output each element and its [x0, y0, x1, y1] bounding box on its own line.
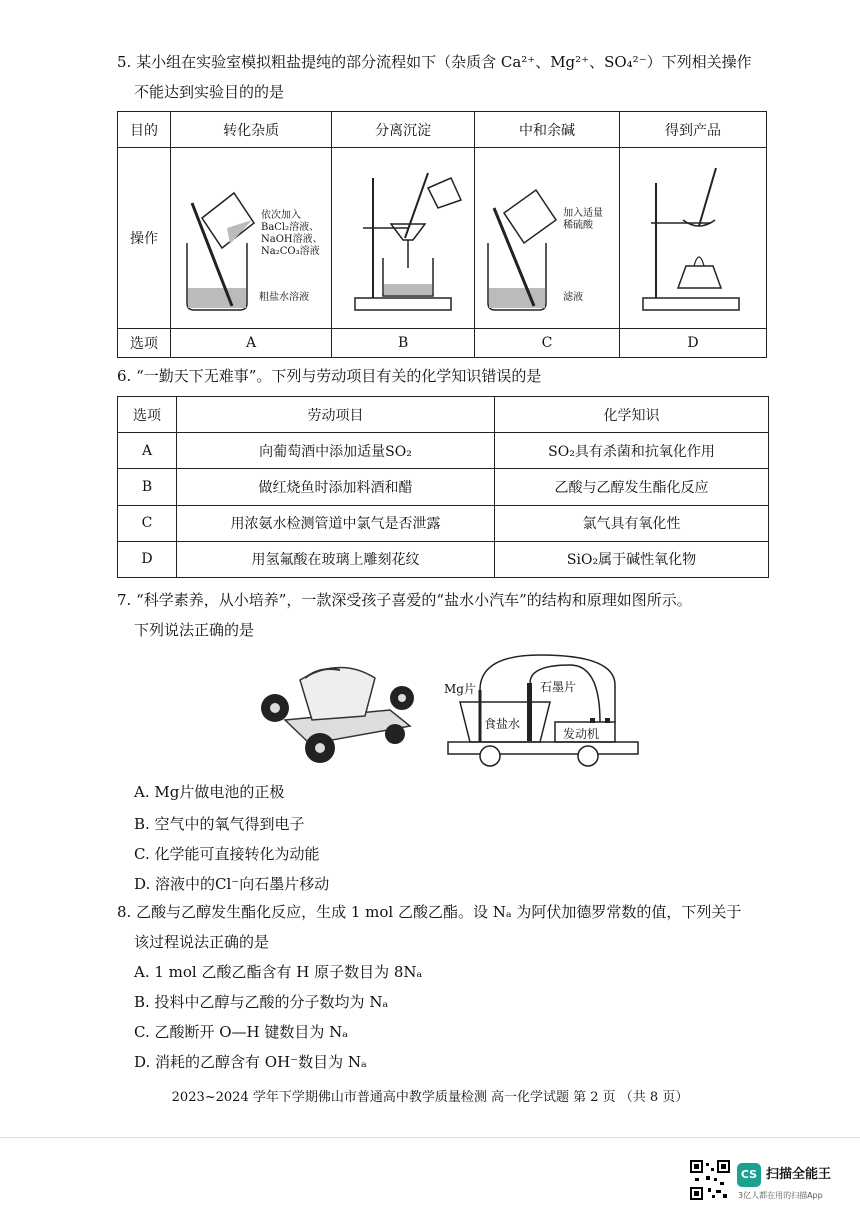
camscanner-logo: CS	[737, 1163, 761, 1187]
beaker-pour-diagram-c	[476, 148, 618, 324]
label-motor: 发动机	[563, 727, 600, 741]
q8-option-d: D. 消耗的乙醇含有 OH⁻数目为 Nₐ	[134, 1053, 367, 1071]
q6-row-d-knowledge: SiO₂属于碱性氧化物	[495, 541, 769, 577]
q6-header-option: 选项	[118, 397, 177, 433]
salt-water-car-diagram	[440, 650, 640, 770]
label-a-add-3: NaOH溶液、	[261, 234, 323, 245]
q5-header-purpose: 目的	[118, 112, 171, 148]
q5-purpose-b: 分离沉淀	[332, 112, 475, 148]
divider	[0, 1137, 860, 1138]
q5-purpose-c: 中和余碱	[475, 112, 620, 148]
label-c-liquid: 滤液	[563, 292, 584, 303]
apparatus-a	[171, 148, 332, 329]
q5-option-c: C	[475, 329, 620, 358]
q6-row-a-labor: 向葡萄酒中添加适量SO₂	[177, 433, 495, 469]
q5-purpose-d: 得到产品	[620, 112, 767, 148]
q5-option-d: D	[620, 329, 767, 358]
q6-header-labor: 劳动项目	[177, 397, 495, 433]
q7-stem-line1: 7. “科学素养，从小培养”，一款深受孩子喜爱的“盐水小汽车”的结构和原理如图所示。	[117, 591, 692, 609]
q6-row-b-knowledge: 乙酸与乙醇发生酯化反应	[495, 469, 769, 505]
qr-code-icon	[690, 1160, 730, 1200]
q6-table	[117, 396, 769, 578]
q6-row-c-labor: 用浓氨水检测管道中氯气是否泄露	[177, 505, 495, 541]
q5-option-b: B	[332, 329, 475, 358]
q5-table	[117, 111, 767, 358]
page-footer: 2023~2024 学年下学期佛山市普通高中教学质量检测 高一化学试题 第 2 页 （共 8 页）	[171, 1090, 689, 1105]
q7-option-c: C. 化学能可直接转化为动能	[134, 845, 320, 863]
label-a-add-4: Na₂CO₃溶液	[261, 246, 320, 257]
q6-row-d-labor: 用氢氟酸在玻璃上雕刻花纹	[177, 541, 495, 577]
label-a-add-1: 依次加入	[261, 210, 301, 221]
q6-row-a-knowledge: SO₂具有杀菌和抗氧化作用	[495, 433, 769, 469]
q5-header-operation: 操作	[118, 148, 171, 329]
q6-row-b-option: B	[118, 469, 177, 505]
q7-option-b: B. 空气中的氧气得到电子	[134, 815, 305, 833]
camscanner-tagline: 3亿人都在用的扫描App	[738, 1191, 823, 1200]
q8-stem-line2: 该过程说法正确的是	[134, 933, 270, 951]
q6-row-b-labor: 做红烧鱼时添加料酒和醋	[177, 469, 495, 505]
apparatus-b	[332, 148, 475, 329]
label-mg: Mg片	[444, 682, 476, 696]
q7-option-d: D. 溶液中的Cl⁻向石墨片移动	[134, 875, 330, 893]
q8-option-c: C. 乙酸断开 O—H 键数目为 Nₐ	[134, 1023, 349, 1041]
q7-option-a: A. Mg片做电池的正极	[134, 783, 285, 801]
label-saltwater: 食盐水	[484, 717, 521, 731]
q5-purpose-a: 转化杂质	[171, 112, 332, 148]
q8-option-b: B. 投料中乙醇与乙酸的分子数均为 Nₐ	[134, 993, 389, 1011]
apparatus-d	[620, 148, 767, 329]
q6-row-c-option: C	[118, 505, 177, 541]
q5-stem-line2: 不能达到实验目的的是	[134, 83, 285, 101]
q8-option-a: A. 1 mol 乙酸乙酯含有 H 原子数目为 8Nₐ	[134, 963, 423, 981]
q5-stem-line1: 5. 某小组在实验室模拟粗盐提纯的部分流程如下（杂质含 Ca²⁺、Mg²⁺、SO₄²⁻）下列相关操作	[117, 53, 752, 71]
salt-water-car-photo	[250, 648, 420, 768]
apparatus-c	[475, 148, 620, 329]
camscanner-name: 扫描全能王	[766, 1167, 832, 1182]
q6-row-c-knowledge: 氯气具有氧化性	[495, 505, 769, 541]
q7-stem-line2: 下列说法正确的是	[134, 621, 255, 639]
q6-stem: 6. “一勤天下无难事”。下列与劳动项目有关的化学知识错误的是	[117, 367, 542, 385]
q5-header-option: 选项	[118, 329, 171, 358]
label-a-add-2: BaCl₂溶液、	[261, 222, 320, 233]
label-a-liquid: 粗盐水溶液	[259, 292, 309, 303]
q8-stem-line1: 8. 乙酸与乙醇发生酯化反应，生成 1 mol 乙酸乙酯。设 Nₐ 为阿伏加德罗常数的值，下列关于	[117, 903, 742, 921]
filtration-diagram-b	[333, 148, 473, 324]
label-c-add-1: 加入适量	[563, 208, 604, 219]
q5-option-a: A	[171, 329, 332, 358]
q6-row-a-option: A	[118, 433, 177, 469]
q6-header-knowledge: 化学知识	[495, 397, 769, 433]
label-graphite: 石墨片	[540, 680, 577, 694]
evaporation-diagram-d	[621, 148, 765, 324]
label-c-add-2: 稀硫酸	[563, 220, 594, 231]
q6-row-d-option: D	[118, 541, 177, 577]
